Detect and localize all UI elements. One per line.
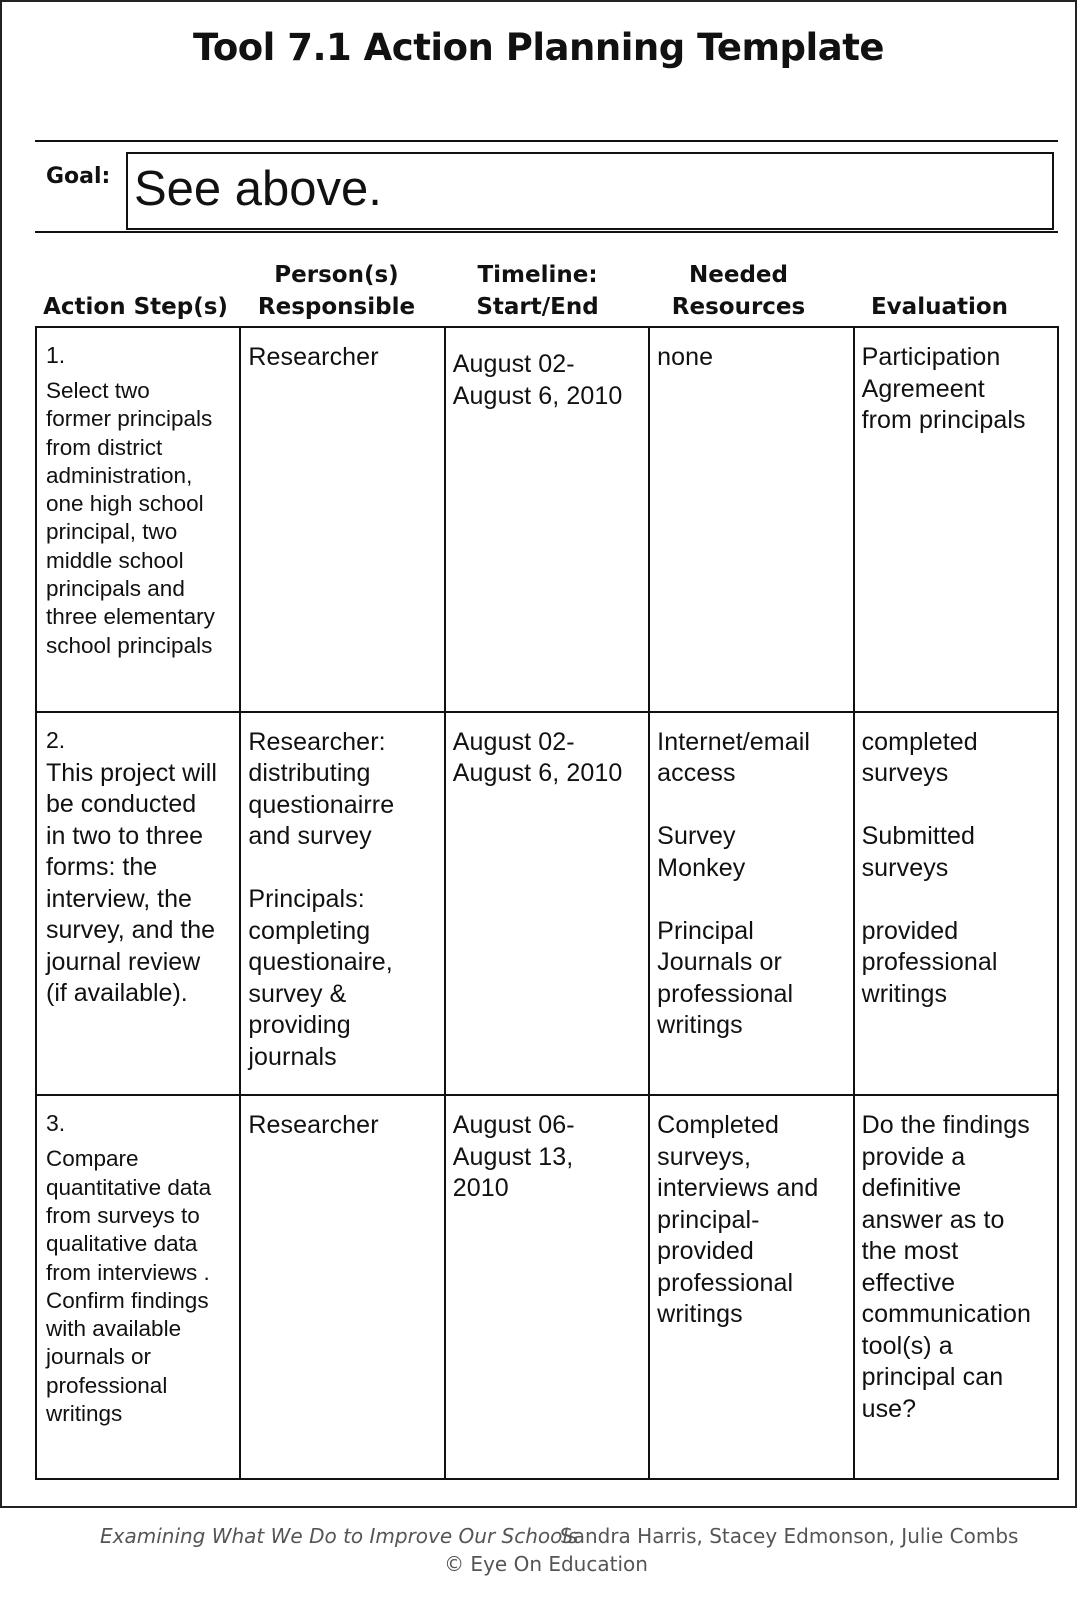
timeline-cell bbox=[445, 327, 649, 712]
evaluation-cell bbox=[854, 1095, 1058, 1479]
step-number: 3. bbox=[46, 1110, 66, 1137]
step-description: Select two former principals from district administration, one high school principal, two middle school principals and three elementary school principals bbox=[46, 378, 215, 658]
resources-text: Internet/email access Survey Monkey Principal Journals or professional writings bbox=[657, 727, 811, 1040]
table-row bbox=[36, 712, 1058, 1096]
resources-cell bbox=[649, 327, 853, 712]
column-header-timeline: Timeline: Start/End bbox=[476, 262, 599, 320]
step-description: Compare quantitative data from surveys to qualitative data from interviews . Confirm findings with available journals or professional writings bbox=[46, 1146, 212, 1426]
column-header-resources: Needed Resources bbox=[671, 262, 806, 320]
step-description: This project will be conducted in two to three forms: the interview, the survey, and the journal review (if available). bbox=[46, 758, 217, 1008]
top-rule bbox=[35, 140, 1058, 142]
table-row bbox=[36, 327, 1058, 712]
action-cell bbox=[36, 712, 240, 1096]
evaluation-cell bbox=[854, 712, 1058, 1096]
person-cell bbox=[240, 327, 444, 712]
column-header-action: Action Step(s) bbox=[43, 294, 228, 320]
timeline-cell bbox=[445, 1095, 649, 1479]
table-row bbox=[36, 1095, 1058, 1479]
person-cell bbox=[240, 1095, 444, 1479]
timeline-text: August 06- August 13, 2010 bbox=[452, 1111, 575, 1203]
resources-text: none bbox=[657, 343, 714, 371]
evaluation-cell bbox=[854, 327, 1058, 712]
resources-cell bbox=[649, 712, 853, 1096]
evaluation-text: completed surveys Submitted surveys provided professional writings bbox=[861, 727, 998, 1008]
bottom-rule bbox=[35, 231, 1058, 233]
resources-cell bbox=[649, 1095, 853, 1479]
footer-copyright: © Eye On Education bbox=[444, 1552, 648, 1576]
person-text: Researcher bbox=[248, 343, 379, 371]
action-plan-table bbox=[35, 326, 1059, 1480]
page-title: Tool 7.1 Action Planning Template bbox=[193, 26, 884, 69]
step-number: 1. bbox=[46, 342, 66, 368]
person-text: Researcher: distributing questionairre and survey Principals: completing questionaire, survey & providing journals bbox=[248, 727, 395, 1071]
evaluation-text: Participation Agremeent from principals bbox=[861, 343, 1026, 434]
resources-text: Completed surveys, interviews and principal- provided professional writings bbox=[657, 1111, 819, 1329]
footer-authors: Sandra Harris, Stacey Edmonson, Julie Combs bbox=[560, 1524, 1019, 1548]
column-header-evaluation: Evaluation bbox=[870, 294, 1009, 320]
person-cell bbox=[240, 712, 444, 1096]
column-header-person: Person(s) Responsible bbox=[257, 262, 416, 320]
action-cell bbox=[36, 1095, 240, 1479]
step-number: 2. bbox=[46, 726, 66, 753]
evaluation-text: Do the findings provide a definitive answer as to the most effective communication tool(s) a principal can use? bbox=[861, 1111, 1031, 1423]
timeline-cell bbox=[445, 712, 649, 1096]
timeline-text: August 02- August 6, 2010 bbox=[452, 350, 623, 410]
goal-label: Goal: bbox=[46, 164, 111, 189]
goal-field: See above. bbox=[126, 152, 1054, 230]
action-cell bbox=[36, 327, 240, 712]
footer-book-title: Examining What We Do to Improve Our Schools bbox=[100, 1524, 579, 1548]
person-text: Researcher bbox=[248, 1111, 379, 1140]
timeline-text: August 02- August 6, 2010 bbox=[452, 727, 623, 788]
